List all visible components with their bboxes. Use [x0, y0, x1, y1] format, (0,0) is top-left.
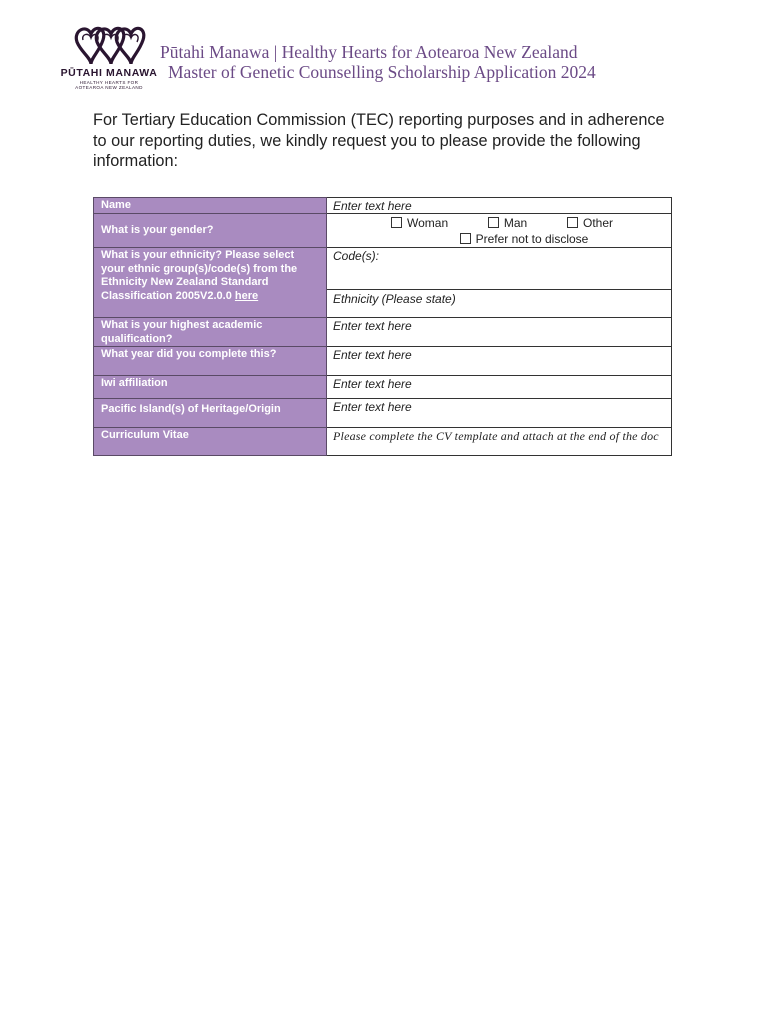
gender-option-prefer-not[interactable]: Prefer not to disclose: [460, 232, 589, 246]
table-row: [94, 198, 672, 214]
ethnicity-label-text: What is your ethnicity? Please select your ethnic group(s)/code(s) from the Ethnicity New Zealand Standard Classification 2005V2.0.0: [101, 249, 298, 302]
cv-label: Curriculum Vitae: [94, 428, 327, 456]
iwi-label: Iwi affiliation: [94, 376, 327, 399]
gender-option-woman[interactable]: Woman: [391, 215, 448, 231]
header-title: Pūtahi Manawa | Healthy Hearts for Aotearoa New Zealand: [160, 42, 578, 62]
table-row: [94, 376, 672, 399]
ethnicity-state-field[interactable]: Ethnicity (Please state): [333, 292, 456, 306]
pacific-field[interactable]: Enter text here: [327, 399, 672, 428]
header-subtitle: Master of Genetic Counselling Scholarship Application 2024: [168, 62, 596, 82]
putahi-manawa-logo: [55, 22, 163, 94]
logo-subtitle: HEALTHY HEARTS FOR AOTEAROA NEW ZEALAND: [75, 80, 143, 91]
table-row: [94, 347, 672, 376]
table-row: [94, 399, 672, 428]
name-field[interactable]: Enter text here: [327, 198, 672, 214]
ethnicity-codes-field[interactable]: Code(s):: [327, 249, 671, 290]
heart-knot-logo-icon: [71, 22, 147, 66]
intro-paragraph: For Tertiary Education Commission (TEC) reporting purposes and in adherence to our reporting duties, we kindly request you to please provide the following information:: [93, 111, 665, 170]
gender-label: What is your gender?: [94, 214, 327, 248]
tec-reporting-table: [93, 197, 672, 456]
cv-instructions: Please complete the CV template and attach at the end of the doc: [327, 428, 672, 456]
table-row: [94, 214, 672, 248]
table-row: [94, 318, 672, 347]
ethnicity-classification-link[interactable]: here: [234, 289, 259, 302]
table-row: [94, 248, 672, 318]
table-row: [94, 428, 672, 456]
name-label: Name: [94, 198, 327, 214]
gender-option-man[interactable]: Man: [488, 215, 527, 231]
qualification-field[interactable]: Enter text here: [327, 318, 672, 347]
checkbox-icon[interactable]: [567, 217, 578, 228]
checkbox-icon[interactable]: [488, 217, 499, 228]
year-field[interactable]: Enter text here: [327, 347, 672, 376]
year-label: What year did you complete this?: [94, 347, 327, 376]
gender-field: [327, 214, 672, 248]
pacific-label: Pacific Island(s) of Heritage/Origin: [94, 399, 327, 428]
gender-option-other[interactable]: Other: [567, 215, 613, 231]
logo-wordmark: PŪTAHI MANAWA: [60, 67, 158, 79]
qualification-label: What is your highest academic qualification?: [94, 318, 327, 347]
ethnicity-field: [327, 248, 672, 318]
ethnicity-label: [94, 248, 327, 318]
iwi-field[interactable]: Enter text here: [327, 376, 672, 399]
checkbox-icon[interactable]: [460, 233, 471, 244]
checkbox-icon[interactable]: [391, 217, 402, 228]
